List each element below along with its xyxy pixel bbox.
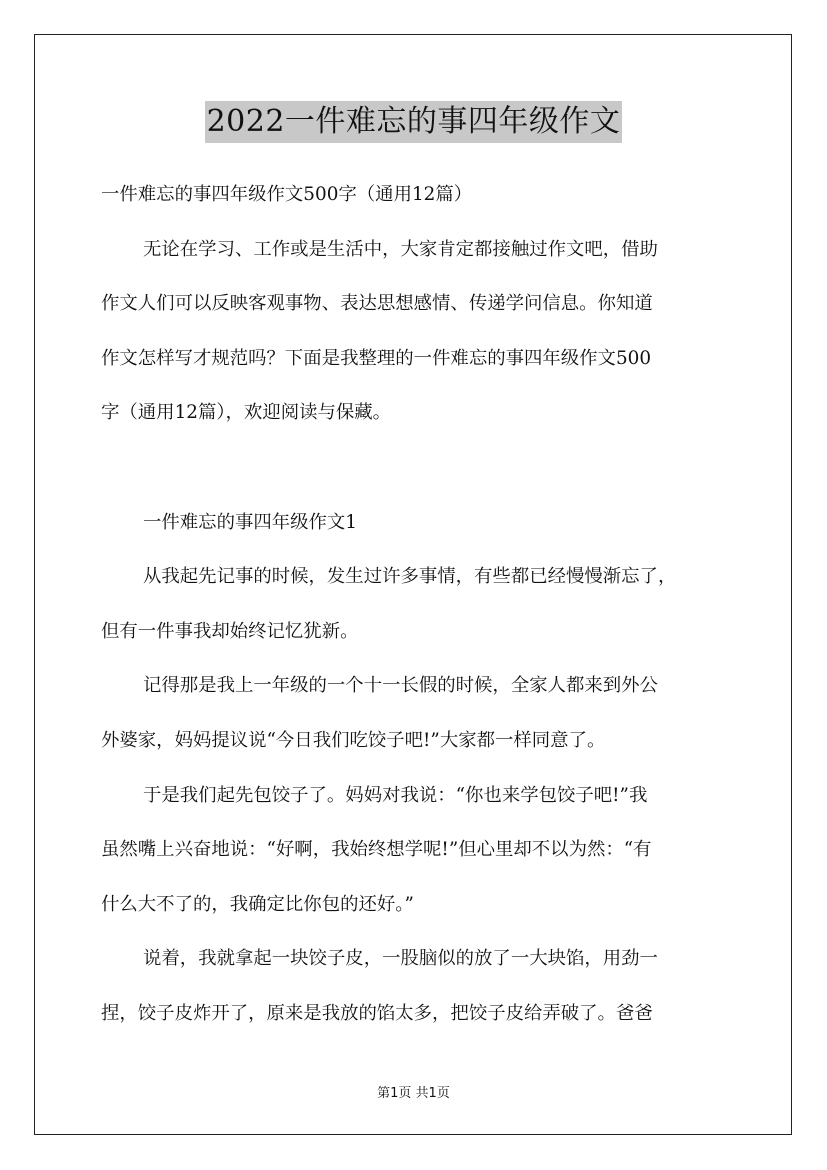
subtitle-line: 一件难忘的事四年级作文500字（通用12篇） [101, 184, 473, 205]
intro-line: 作文怎样写才规范吗？下面是我整理的一件难忘的事四年级作文500 [101, 347, 652, 369]
paragraph-line: 但有一件事我却始终记忆犹新。 [101, 620, 359, 642]
paragraph-line: 什么大不了的，我确定比你包的还好。” [101, 893, 414, 915]
body-paragraph [101, 769, 731, 933]
paragraph-line: 从我起先记事的时候，发生过许多事情，有些都已经慢慢渐忘了， [143, 566, 677, 588]
blank-line [101, 441, 731, 496]
document-subtitle [101, 168, 731, 223]
body-paragraph [101, 932, 731, 1041]
paragraph-line: 外婆家，妈妈提议说“今日我们吃饺子吧!”大家都一样同意了。 [101, 729, 606, 751]
page-number: 第1页 共1页 [377, 1086, 450, 1101]
intro-line: 字（通用12篇），欢迎阅读与保藏。 [101, 402, 392, 424]
page-footer [0, 1082, 827, 1101]
paragraph-line: 说着，我就拿起一块饺子皮，一股脑似的放了一大块馅，用劲一 [143, 948, 658, 970]
body-paragraph [101, 659, 731, 768]
paragraph-line: 于是我们起先包饺子了。妈妈对我说：“你也来学包饺子吧!”我 [143, 784, 648, 806]
intro-paragraph [101, 223, 731, 441]
intro-line: 无论在学习、工作或是生活中，大家肯定都接触过作文吧，借助 [143, 238, 658, 260]
section-heading-text: 一件难忘的事四年级作文1 [143, 511, 357, 533]
paragraph-line: 捏，饺子皮炸开了，原来是我放的馅太多，把饺子皮给弄破了。爸爸 [101, 1002, 653, 1024]
paragraph-line: 记得那是我上一年级的一个十一长假的时候，全家人都来到外公 [143, 675, 658, 697]
intro-line: 作文人们可以反映客观事物、表达思想感情、传递学问信息。你知道 [101, 293, 653, 315]
section-heading [101, 496, 731, 551]
document-title: 2022一件难忘的事四年级作文 [205, 101, 623, 143]
title-wrap [0, 101, 827, 143]
document-body [101, 168, 731, 1042]
body-paragraph [101, 550, 731, 659]
paragraph-line: 虽然嘴上兴奋地说：“好啊，我始终想学呢!”但心里却不以为然：“有 [101, 839, 652, 861]
